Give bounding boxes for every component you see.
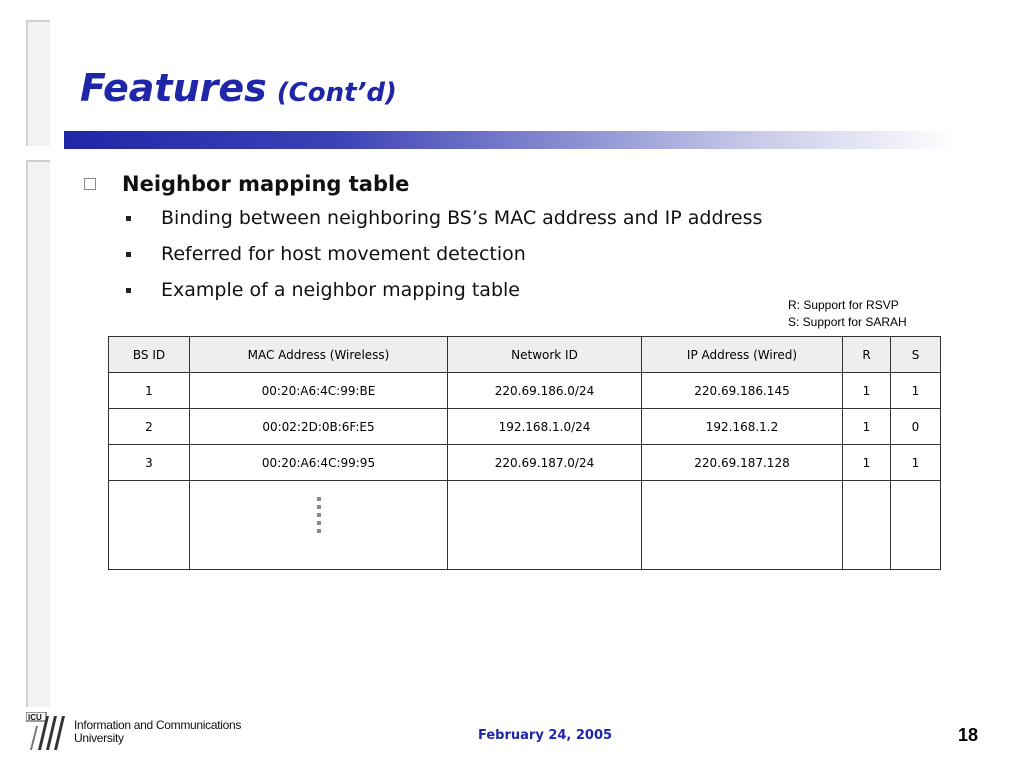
cell-mac-address: 00:02:2D:0B:6F:E5 <box>190 409 448 445</box>
table-header-row <box>109 337 941 373</box>
vertical-ellipsis-icon <box>190 481 447 535</box>
header-network-id: Network ID <box>448 337 642 373</box>
cell-ip-address: 192.168.1.2 <box>642 409 843 445</box>
table-row-continuation <box>109 481 941 570</box>
icu-logo-icon <box>26 712 68 752</box>
cell-bs-id: 3 <box>109 445 190 481</box>
bullet-list <box>76 168 762 308</box>
slide-title <box>80 66 397 115</box>
cell-mac-address: 00:20:A6:4C:99:95 <box>190 445 448 481</box>
cell-r: 1 <box>843 409 891 445</box>
header-bs-id: BS ID <box>109 337 190 373</box>
table-legend <box>788 297 907 331</box>
cell-s: 1 <box>891 445 941 481</box>
cell-mac-address: 00:20:A6:4C:99:BE <box>190 373 448 409</box>
cell-empty <box>891 481 941 570</box>
cell-empty <box>448 481 642 570</box>
svg-text:ICU: ICU <box>28 713 42 722</box>
legend-line-rsvp: R: Support for RSVP <box>788 298 899 312</box>
footer-date: February 24, 2005 <box>478 728 613 743</box>
sub-bullet-text: Example of a neighbor mapping table <box>161 279 520 301</box>
slide-title-main: Features <box>80 66 267 110</box>
sub-bullet <box>126 236 762 272</box>
cell-bs-id: 1 <box>109 373 190 409</box>
sub-bullet <box>126 272 762 308</box>
cell-network-id: 220.69.187.0/24 <box>448 445 642 481</box>
sub-bullet-square-icon <box>126 216 131 221</box>
university-name-line2: University <box>74 731 124 745</box>
cell-ellipsis <box>190 481 448 570</box>
sidebar-decoration-upper <box>26 20 50 146</box>
sub-bullet-square-icon <box>126 252 131 257</box>
page-number: 18 <box>958 725 979 745</box>
university-name <box>74 719 241 745</box>
cell-empty <box>642 481 843 570</box>
cell-network-id: 220.69.186.0/24 <box>448 373 642 409</box>
bullet-main <box>76 168 762 200</box>
university-logo <box>26 712 241 752</box>
cell-network-id: 192.168.1.0/24 <box>448 409 642 445</box>
neighbor-mapping-table <box>108 336 941 570</box>
university-name-line1: Information and Communications <box>74 718 242 732</box>
cell-r: 1 <box>843 373 891 409</box>
bullet-main-text: Neighbor mapping table <box>122 172 410 196</box>
bullet-square-icon <box>84 178 96 190</box>
header-s: S <box>891 337 941 373</box>
header-ip-address: IP Address (Wired) <box>642 337 843 373</box>
sub-bullet <box>126 200 762 236</box>
sub-bullet-text: Binding between neighboring BS’s MAC address and IP address <box>161 207 763 229</box>
table-row <box>109 445 941 481</box>
cell-s: 0 <box>891 409 941 445</box>
slide-title-suffix: (Cont’d) <box>276 78 397 108</box>
table-row <box>109 409 941 445</box>
sidebar-decoration-lower <box>26 160 50 707</box>
cell-ip-address: 220.69.187.128 <box>642 445 843 481</box>
header-mac-address: MAC Address (Wireless) <box>190 337 448 373</box>
cell-empty <box>109 481 190 570</box>
cell-bs-id: 2 <box>109 409 190 445</box>
sub-bullet-square-icon <box>126 288 131 293</box>
title-underline-bar <box>64 131 956 149</box>
cell-ip-address: 220.69.186.145 <box>642 373 843 409</box>
cell-r: 1 <box>843 445 891 481</box>
table-row <box>109 373 941 409</box>
cell-empty <box>843 481 891 570</box>
legend-line-sarah: S: Support for SARAH <box>788 315 907 329</box>
header-r: R <box>843 337 891 373</box>
sub-bullet-text: Referred for host movement detection <box>161 243 526 265</box>
cell-s: 1 <box>891 373 941 409</box>
